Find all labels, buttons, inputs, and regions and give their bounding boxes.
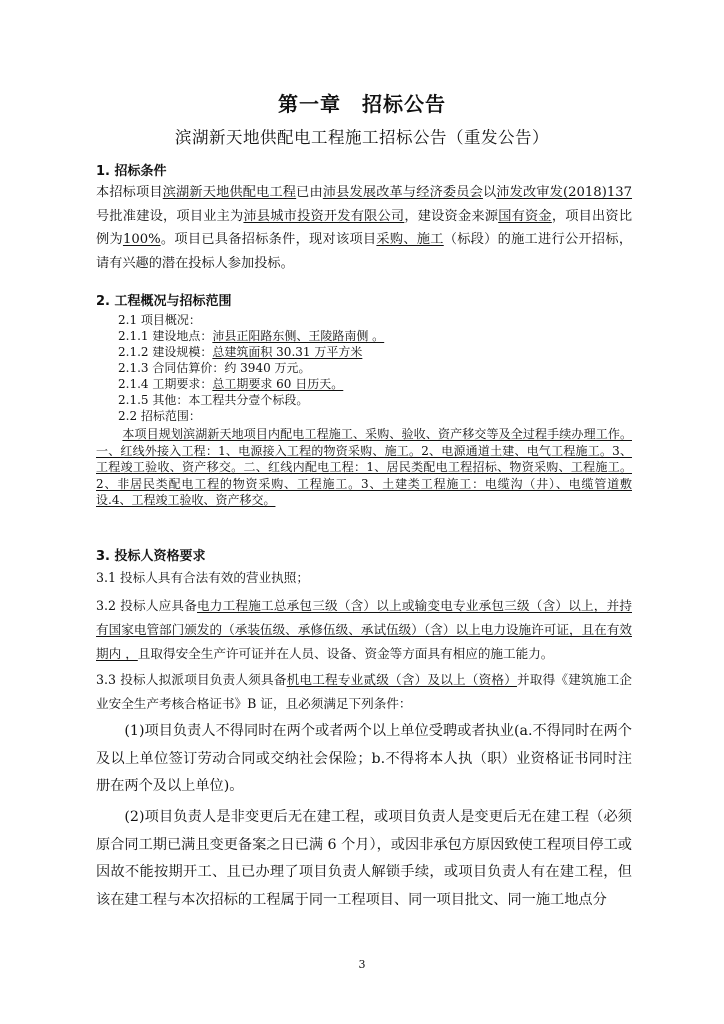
s1-mid2: 以: [482, 185, 497, 200]
requirement-3-2: [96, 594, 632, 666]
req-3-2-prefix: 3.2 投标人应具备: [96, 598, 198, 613]
section1-paragraph: [96, 181, 632, 275]
page-number: 3: [358, 958, 366, 971]
condition-1: (1)项目负责人不得同时在两个或者两个以上单位受聘或者执业(a.不得同时在两个及以上单位签订劳动合同或交纳社会保险；b.不得将本人执（职）业资格证书同时注册在两个及以上单位)。: [96, 723, 632, 794]
overview-title: 2.1 项目概况：: [118, 313, 201, 327]
overview-item-label: 2.1.1 建设地点：: [118, 329, 213, 343]
chapter-title: 第一章 招标公告: [278, 92, 446, 116]
section3-heading: 3. 投标人资格要求: [96, 549, 206, 564]
approval-number: 沛发改审发(2018)137: [496, 185, 633, 200]
req-3-3-end: 并取得《建筑施工企业安全生产考核合格证书》B 证，且必须满足下列条件：: [96, 672, 632, 711]
overview-item-value: 总建筑面积 30.31 万平方米: [212, 345, 363, 359]
overview-item-label: 2.1.5 其他：: [118, 393, 189, 407]
scope-title: 2.2 招标范围：: [118, 409, 201, 423]
requirement-3-3: [96, 668, 632, 716]
requirement-3-1: 3.1 投标人具有合法有效的营业执照；: [96, 570, 309, 585]
notice-subtitle: 滨湖新天地供配电工程施工招标公告（重发公告）: [175, 128, 549, 147]
s1-end: （标段）的施工进行公开招标，请有兴趣的潜在投标人参加投标。: [96, 232, 633, 271]
req-3-3-qualification: 机电工程专业贰级（含）及以上（资格）: [286, 672, 518, 687]
overview-item: [118, 377, 343, 393]
bid-scope-text: 本项目规划滨湖新天地项目内配电工程施工、采购、验收、资产移交等及全过程手续办理工作。一、红线外接入工程：1、电源接入工程的物资采购、施工。2、电源通道土建、电气工程施工。3、工程竣工验收、资产移交。二、红线内配电工程：1、居民类配电工程招标、物资采购、工程施工。2、非居民类配电工程的物资采购、工程施工。3、土建类工程施工：电缆沟（井）、电缆管道敷设.4、工程竣工验收、资产移交。: [96, 427, 632, 507]
s1-mid6: 。项目已具备招标条件，现对该项目: [160, 232, 377, 247]
overview-item-label: 2.1.3 合同估算价：: [118, 361, 225, 375]
s1-mid4: ，建设资金来源: [404, 208, 499, 224]
s1-mid3: 号批准建设，项目业主为: [96, 208, 244, 224]
overview-item-label: 2.1.4 工期要求：: [118, 377, 213, 391]
bid-scope-items: 采购、施工: [376, 232, 444, 247]
project-owner: 沛县城市投资开发有限公司: [243, 208, 405, 224]
funding-ratio: 100%: [122, 232, 161, 247]
overview-item: [118, 345, 362, 361]
overview-item: [118, 329, 384, 345]
overview-item: [118, 361, 311, 377]
req-3-2-end: 且取得安全生产许可证并在人员、设备、资金等方面具有相应的施工能力。: [137, 646, 554, 661]
s1-prefix: 本招标项目: [96, 185, 163, 200]
overview-item: [118, 393, 308, 409]
overview-item-value: 本工程共分壹个标段。: [188, 393, 309, 407]
s1-mid1: 已由: [296, 185, 323, 200]
req-3-3-prefix: 3.3 投标人拟派项目负责人须具备: [96, 672, 287, 687]
project-name: 滨湖新天地供配电工程: [162, 185, 297, 200]
section2-heading: 2. 工程概况与招标范围: [96, 294, 232, 309]
approver: 沛县发展改革与经济委员会: [322, 185, 483, 200]
s1-mid5: ，项目出资比例为: [96, 208, 633, 247]
section1-heading: 1. 招标条件: [96, 164, 167, 179]
fund-source: 国有资金: [498, 208, 552, 224]
overview-item-value: 总工期要求 60 日历天。: [212, 377, 344, 391]
overview-item-label: 2.1.2 建设规模：: [118, 345, 213, 359]
overview-item-value: 约 3940 万元。: [224, 361, 311, 375]
req-3-2-qualification: 电力工程施工总承包三级（含）以上或输变电专业承包三级（含）以上，并持有国家电管部门颁发的（承装伍级、承修伍级、承试伍级）（含）以上电力设施许可证，且在有效期内 ，: [96, 598, 632, 661]
condition-2: (2)项目负责人是非变更后无在建工程，或项目负责人是变更后无在建工程（必须原合同工期已满且变更备案之日已满 6 个月），或因非承包方原因致使工程项目停工或因故不能按期开工、且已办理了项目负责人解锁手续，或项目负责人有在建工程，但该在建工程与本次招标的工程属于同一工程项目、同一项目批文、同一施工地点分: [96, 809, 632, 908]
overview-item-value: 沛县正阳路东侧、王陵路南侧 。: [212, 329, 385, 343]
